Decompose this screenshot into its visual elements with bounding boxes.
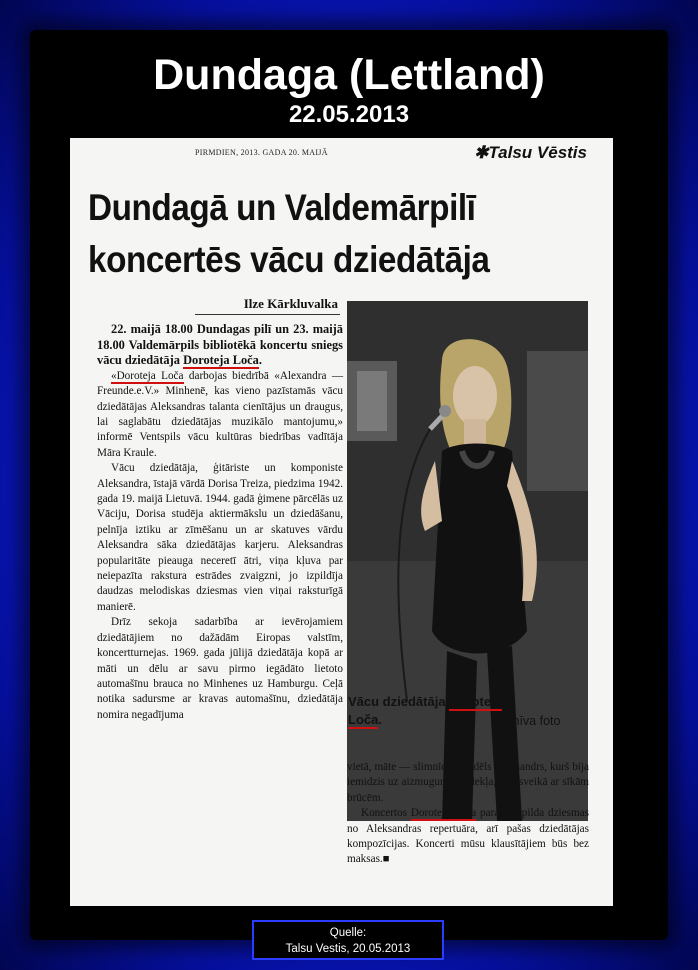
paragraph-4	[347, 806, 589, 868]
p1-text: darbojas biedrībā «Alexandra — Freunde.e.V.» Minhenē, kas vieno pazīstamās vācu dziedātājas Aleksandras talanta cienītājus un draugus, lai saglabātu dziedātājas muzikālo mantojumu,» informē Ventspils vācu kultūras biedrības vadītāja Māra Kraule.	[97, 369, 344, 459]
author-divider	[195, 314, 340, 315]
paragraph-3: Drīz sekoja sadarbība ar ievērojamiem dziedātājiem no dažādām Eiropas valstīm, koncertturnejas. 1969. gada jūlijā dziedātāja kopā ar māti un dēlu ar savu pirmo iegādāto lietoto automašīnu brauca no Minhenes uz Hamburgu. Ceļā notika sadursme ar kravas automašīnu, dziedātāja nomira negadījuma	[97, 616, 343, 721]
article-column-right	[347, 760, 589, 868]
caption-end: .	[378, 712, 382, 727]
masthead-name-text: Talsu Vēstis	[488, 143, 587, 162]
caption-text: Vācu dziedātāja	[348, 694, 450, 709]
p4-text: parasti izpilda dziesmas no Aleksandras repertuāra, arī pašas dziedātājas kompozīcijas. Koncerti mūsu klausītājiem būs bez maksas.	[347, 807, 590, 866]
end-mark-icon: ■	[382, 853, 390, 866]
lead-name-highlight: Doroteja Loča	[183, 353, 259, 368]
headline-line2: koncertēs vācu dziedātāja	[88, 239, 490, 280]
lead-text: 22. maijā 18.00 Dundagas pilī un 23. maijā 18.00 Valdemārpils bibliotēkā koncertu sniegs vācu dziedātāja	[97, 322, 343, 368]
p4-start: Koncertos	[361, 807, 411, 820]
page-date: 22.05.2013	[288, 101, 410, 128]
source-text: Talsu Vestis, 20.05.2013	[285, 943, 411, 955]
source-label: Quelle:	[329, 927, 367, 939]
p1-name-highlight: «Doroteja Loča	[111, 369, 184, 382]
singer-photo	[347, 301, 588, 821]
newspaper-logo-icon: ✱	[474, 143, 489, 162]
masthead-date: PIRMDIEN, 2013. GADA 20. MAIJĀ	[195, 148, 328, 157]
paragraph-1	[97, 369, 343, 461]
p4-name-highlight: Doroteja Loča	[410, 807, 477, 820]
headline	[88, 182, 556, 286]
photo-credit: Arhīva foto	[500, 714, 561, 728]
headline-line1: Dundagā un Valdemārpilī	[88, 187, 476, 228]
newspaper-clipping	[70, 138, 613, 906]
article-column-left	[97, 322, 343, 723]
lead-end: .	[258, 353, 262, 368]
masthead-name	[474, 143, 587, 163]
author: Ilze Kārkluvalka	[243, 296, 338, 311]
source-box	[252, 920, 444, 960]
page-title: Dundaga (Lettland)	[153, 51, 545, 99]
paragraph-2: Vācu dziedātāja, ģitāriste un komponiste Aleksandra, īstajā vārdā Dorisa Treiza, piedzima 1942. gada 19. maijā Lietuvā. 1944. gadā ģimene pārcēlās uz Vāciju, Dorisa studēja aktiermākslu un dziedāšanu, pelnīja iztiku ar zīmēšanu un ar skatuves vārdu Aleksandra sāka dziedātājas karjeru. Aleksandras popularitāte pieauga neceretī ātri, viņa kļuva par neiepazīta rakstura estrādes zvaigzni, jo izpildīja daudzas melodiskas dziesmas vien viņai raksturīgā manierē.	[97, 462, 343, 613]
singer-photo-image	[347, 301, 588, 821]
lead-paragraph	[97, 322, 343, 369]
paragraph-3-continued: vietā, māte — slimnīcā, bet dēls Aleksandrs, kurš bija iemidzis uz aizmugurējā sēdekļa, tika sveikā ar sīkām brūcēm.	[347, 761, 589, 804]
caption-name-highlight-1: Doroteja	[449, 694, 502, 709]
caption-name-highlight-2: Loča	[348, 712, 379, 727]
